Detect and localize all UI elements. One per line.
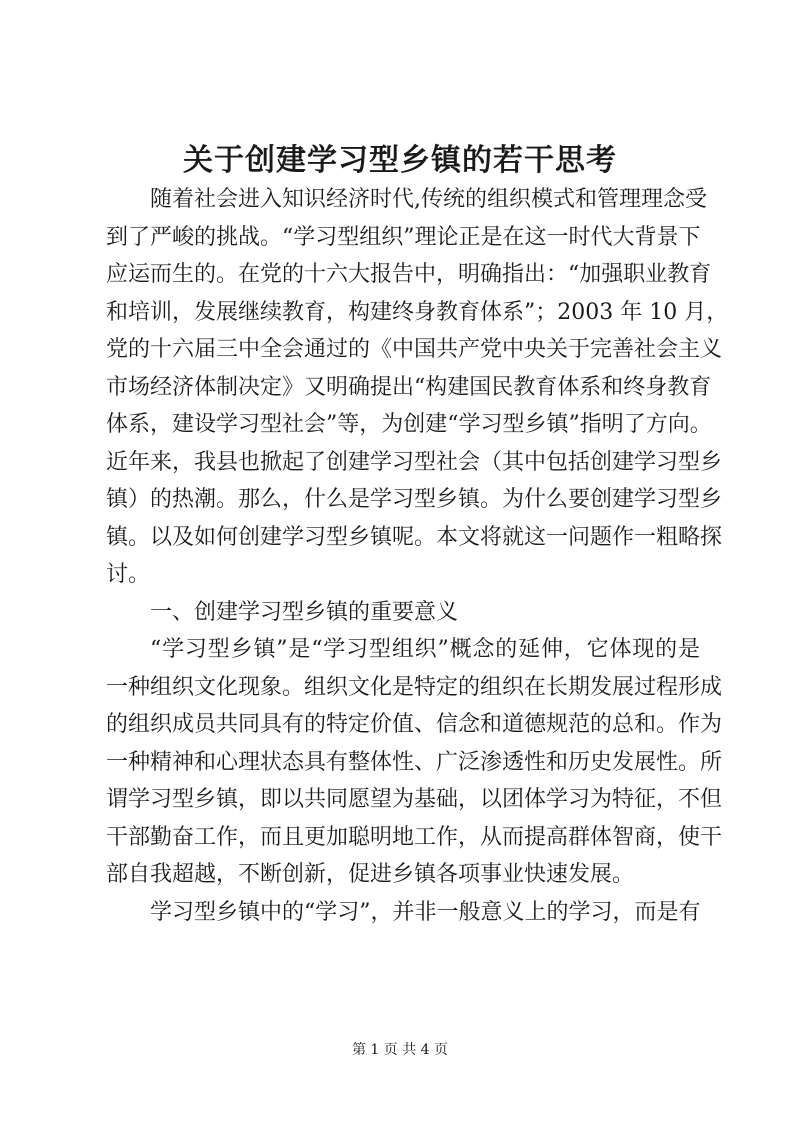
paragraph-line: 部自我超越，不断创新，促进乡镇各项事业快速发展。 [106,862,635,887]
paragraph-line: 谓学习型乡镇，即以共同愿望为基础，以团体学习为特征，不但 [106,787,723,812]
paragraph-line: 的组织成员共同具有的特定价值、信念和道德规范的总和。作为 [106,712,723,737]
paragraph-line: 到了严峻的挑战。“学习型组织”理论正是在这一时代大背景下 [106,224,701,250]
paragraph-line: 近年来，我县也掀起了创建学习型社会（其中包括创建学习型乡 [106,449,723,475]
paragraph-line: 干部勤奋工作，而且更加聪明地工作，从而提高群体智商，使干 [106,824,723,850]
document-title: 关于创建学习型乡镇的若干思考 [183,143,617,178]
paragraph-line: 一种组织文化现象。组织文化是特定的组织在长期发展过程形成 [106,674,723,700]
document-body [106,181,729,931]
paragraph-line: 镇。以及如何创建学习型乡镇呢。本文将就这一问题作一粗略探 [106,524,723,550]
paragraph-line: 市场经济体制决定》又明确提出“构建国民教育体系和终身教育 [106,374,712,400]
paragraph-line: 党的十六届三中全会通过的《中国共产党中央关于完善社会主义 [106,337,723,362]
paragraph-line: 应运而生的。在党的十六大报告中，明确指出：“加强职业教育 [106,262,712,287]
paragraph-line: 一种精神和心理状态具有整体性、广泛渗透性和历史发展性。所 [106,749,723,775]
paragraph-line: 体系，建设学习型社会”等，为创建“学习型乡镇”指明了方向。 [106,412,712,437]
paragraph-line: 和培训，发展继续教育，构建终身教育体系”；2003 年 10 月， [106,299,729,325]
paragraph-line: 讨。 [106,562,151,587]
section-heading: 一、创建学习型乡镇的重要意义 [150,599,459,625]
paragraph-line: 镇）的热潮。那么，什么是学习型乡镇。为什么要创建学习型乡 [106,487,723,512]
page-footer: 第 1 页 共 4 页 [351,1042,449,1058]
paragraph-line: 随着社会进入知识经济时代,传统的组织模式和管理理念受 [150,187,707,212]
paragraph-line: 学习型乡镇中的“学习”，并非一般意义上的学习，而是有 [150,899,701,925]
paragraph-line: “学习型乡镇”是“学习型组织”概念的延伸，它体现的是 [150,637,700,662]
